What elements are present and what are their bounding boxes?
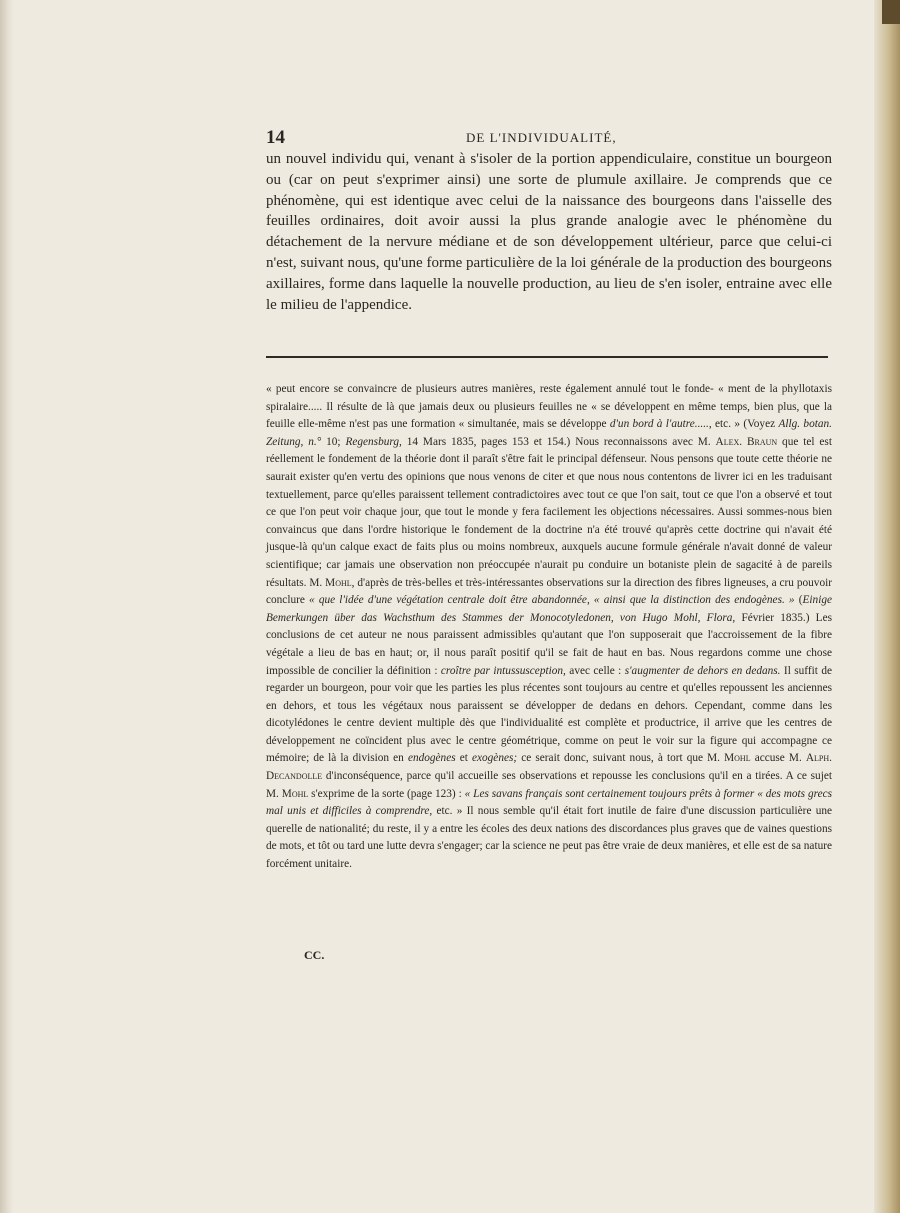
footnote-italic-run: croître par intussusception,	[440, 664, 566, 677]
footnote-text-run: 10;	[321, 435, 341, 448]
footnote-text-run: accuse M.	[750, 752, 806, 765]
footnote-text-run: et	[455, 752, 472, 765]
signature-mark: CC.	[304, 948, 325, 962]
footnote-quotation: « que l'idée d'une végétation centrale doit être abandonnée, « ainsi que la distinction des endogènes. »	[309, 594, 795, 607]
footnote-text	[266, 381, 832, 874]
author-name: Mohl	[281, 787, 309, 800]
running-title: DE L'INDIVIDUALITÉ,	[466, 130, 617, 145]
footnote-line: « ment de la phyllotaxis spiralaire..... Il résulte de là que jamais deux ou plusieurs feuilles ne	[266, 383, 832, 413]
footnote-text-run: Février 1835.) Les conclusions de cet auteur ne nous paraissent admissibles qu'autant que l'on supposerait que l'accroissement de la fibre végétale a lieu de bas en haut; or, il nous paraît positif qu'il se fait de haut en bas. Nous regardons comme une chose impossible de concilier la définition :	[266, 611, 832, 677]
footnote-text-run: « simultanée, mais se développe	[458, 418, 610, 431]
footnote-line: « se développent en même temps, bien plus, que la feuille elle-même n'est pas une formation	[266, 400, 833, 431]
footnote-text-run: ce serait donc, suivant nous, à tort que M.	[517, 752, 725, 765]
footnote-text-run: que tel	[777, 435, 815, 448]
footnote-italic-run: endogènes	[407, 752, 456, 765]
author-name: Mohl	[325, 576, 352, 589]
footnote-text-run: (	[794, 594, 803, 607]
footnote-text-run: Il suffit de regarder un bourgeon, pour voir que les parties les plus récentes sont toujours au centre et qu'elles repoussent les anciennes en dehors, et tous les végétaux nous paraissent se développer de dedans en dehors. Cependant, comme dans les dicotylédones le centre devient multiple dès que l'individualité est complète et productrice, il arrive que les centres de développement ne coïncident plus avec le centre géométrique, comme on peut le voir sur la figure qui accompagne ce mémoire; de là la division en	[266, 664, 832, 765]
footnote-line: « peut encore se convaincre de plusieurs autres manières, reste également annulé tout le fonde-	[266, 383, 714, 395]
footnote-quotation: « Les savans français sont certainement toujours prêts à former « des mots grecs mal unis et difficiles à comprendre,	[266, 787, 832, 818]
author-name: Mohl	[724, 752, 751, 765]
footnote-text-run: avec celle :	[565, 664, 625, 677]
footnote-text-run: 14 Mars 1835, pages 153 et 154.) Nous reconnaissons avec M.	[401, 435, 716, 448]
footnote-text-run: d'inconséquence, parce qu'il accueille ses observations et repousse les conclusions qu'il en a tirées. A ce sujet M.	[266, 770, 832, 800]
footnote-italic-run: Regensburg,	[345, 435, 402, 448]
footnote-citation: Einige Bemerkungen über das Wachsthum des Stammes der Monocotyledonen, von Hugo Mohl, Flora,	[266, 594, 833, 624]
page-number: 14	[266, 127, 285, 148]
footnote-italic-run: d'un bord à l'autre.....	[609, 418, 709, 431]
page-binding-shadow	[0, 0, 14, 1213]
footnote-italic-run: exogènes;	[471, 752, 518, 765]
footnote-text-run: s'exprime de la sorte (page 123) :	[308, 787, 465, 800]
page-edge	[874, 0, 900, 1213]
author-name: Alph. Decandolle	[266, 752, 832, 783]
footnote-italic-run: s'augmenter de dehors en dedans.	[624, 664, 781, 677]
footnote-citation: Allg. botan. Zeitung, n.°	[266, 418, 832, 448]
footnote-text-run: , d'après de très-belles et très-intéressantes observations sur la direction des fibres ligneuses, a cru pouvoir conclure	[266, 576, 832, 607]
footnote-text-run: etc. » Il nous semble qu'il était fort inutile de faire d'une discussion particulière une querelle de nationalité; du reste, il y a entre les écoles des deux nations des discordances plus graves que de vaines questions de mots, et tôt ou tard une lutte devra s'engager; car la science ne peut pas être vraie de deux manières, et elle est de sa nature forcément unitaire.	[266, 805, 833, 871]
page-corner	[882, 0, 900, 24]
footnote-text-run: est réellement le fondement de la théorie dont il paraît s'être fait le principal défenseur. Nous pensons que toute cette théorie ne saurait exister qu'en vertu des opinions que nous venons de citer et que nous nous contentons de livrer ici en les traduisant textuellement, parce qu'elles paraissent tellement contradictoires avec tout ce que l'on sait, tout ce que l'on a observé et tout ce que l'on peut voir chaque jour, que tout le monde y fera facilement les objections nécessaires. Aussi sommes-nous bien convaincus que dans l'ordre historique le fondement de la doctrine n'a été trouvé qu'après cette doctrine qui n'avait été jusque-là qu'un calque exact de faits plus ou moins nombreux, auxquels aucune formule générale n'avait donné de valeur scientifique; car jamais une observation non préoccupée n'aurait pu conduire un botaniste plein de sagacité à de pareils résultats. M.	[266, 435, 832, 589]
footnote-separator-rule	[266, 356, 828, 358]
main-paragraph: un nouvel individu qui, venant à s'isoler de la portion appendiculaire, constitue un bourgeon ou (car on peut s'exprimer ainsi) une sorte de plumule axillaire. Je comprends que ce phénomène, qui est identique avec celui de la naissance des bourgeons dans l'aisselle des feuilles ordinaires, doit avoir aussi la plus grande analogie avec le phénomène du détachement de la nervure médiane et de son développement ultérieur, parce que celui-ci n'est, suivant nous, qu'une forme particulière de la loi générale de la production des bourgeons axillaires, forme dans laquelle la nouvelle production, au lieu de s'en isoler, entraine avec elle le milieu de l'appendice.	[266, 151, 832, 313]
footnote-text-run: , etc. » (Voyez	[708, 418, 779, 431]
author-name: Alex. Braun	[715, 435, 778, 448]
page-header	[266, 127, 832, 149]
